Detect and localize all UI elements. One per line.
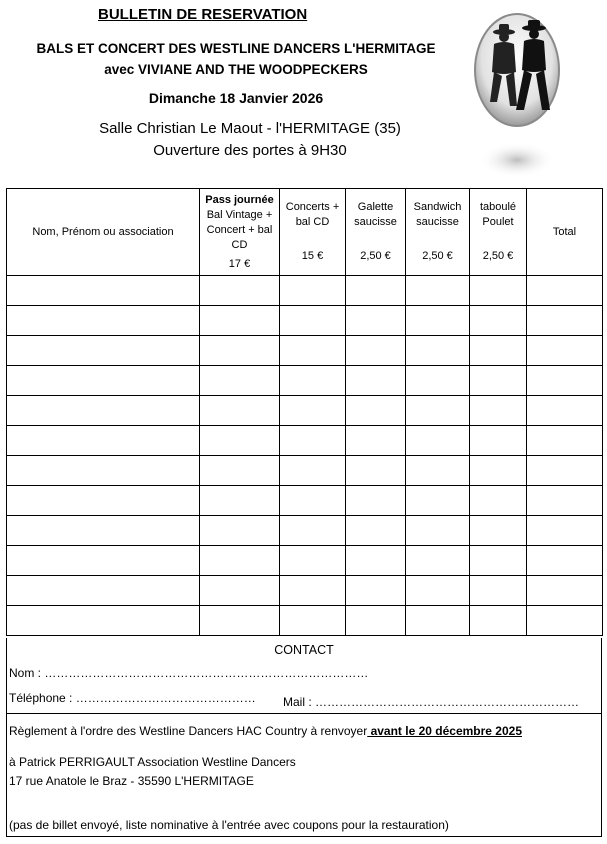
cell-concert[interactable] [280,336,346,366]
cell-pass[interactable] [200,546,280,576]
col-header-taboule [470,189,527,276]
pass-price: 17 € [228,257,251,270]
cell-concert[interactable] [280,366,346,396]
cell-galette[interactable] [346,546,406,576]
cell-name[interactable] [7,426,200,456]
form-title: BULLETIN DE RESERVATION [98,6,308,23]
cell-taboule[interactable] [470,426,527,456]
cell-pass[interactable] [200,576,280,606]
cell-pass[interactable] [200,396,280,426]
cell-galette[interactable] [346,366,406,396]
table-row [7,276,603,306]
cell-taboule[interactable] [470,456,527,486]
table-row [7,426,603,456]
cell-sandwich[interactable] [406,366,470,396]
cell-pass[interactable] [200,366,280,396]
cell-name[interactable] [7,336,200,366]
cell-taboule[interactable] [470,576,527,606]
cell-name[interactable] [7,546,200,576]
cell-sandwich[interactable] [406,396,470,426]
cell-sandwich[interactable] [406,546,470,576]
cell-taboule[interactable] [470,516,527,546]
cell-name[interactable] [7,486,200,516]
event-title: BALS ET CONCERT DES WESTLINE DANCERS L'HERMITAGE [36,41,436,56]
col-header-galette [346,189,406,276]
table-row [7,606,603,636]
cell-name[interactable] [7,276,200,306]
cell-pass[interactable] [200,606,280,636]
cell-galette[interactable] [346,426,406,456]
ticket-note: (pas de billet envoyé, liste nominative à l'entrée avec coupons pour la restauration) [9,818,449,832]
col-header-total: Total [527,189,603,276]
cell-sandwich[interactable] [406,276,470,306]
sandwich-price: 2,50 € [422,250,453,262]
address-line-1: à Patrick PERRIGAULT Association Westline Dancers [9,755,296,769]
cell-taboule[interactable] [470,306,527,336]
cell-concert[interactable] [280,516,346,546]
contact-section [6,638,602,837]
sandwich-label: Sandwich saucisse [413,201,462,228]
event-artist: avec VIVIANE AND THE WOODPECKERS [104,62,368,77]
payment-instructions [9,724,522,738]
cell-pass[interactable] [200,336,280,366]
cell-name[interactable] [7,516,200,546]
contact-title: CONTACT [274,643,334,657]
concert-price: 15 € [301,250,324,262]
cell-total[interactable] [527,426,603,456]
cell-name[interactable] [7,396,200,426]
cell-concert[interactable] [280,276,346,306]
cell-taboule[interactable] [470,486,527,516]
name-field[interactable]: Nom : ……………………………………………………………………… [9,666,369,680]
cell-name[interactable] [7,306,200,336]
table-body [7,276,603,636]
email-field[interactable]: Mail : ………………………………………………………… [283,695,580,709]
cell-taboule[interactable] [470,276,527,306]
cell-sandwich[interactable] [406,486,470,516]
cell-name[interactable] [7,456,200,486]
cell-galette[interactable] [346,306,406,336]
col-header-name: Nom, Prénom ou association [7,189,200,276]
cell-total[interactable] [527,606,603,636]
event-doors: Ouverture des portes à 9H30 [153,142,347,159]
pass-label: Bal Vintage + Concert + bal CD [206,208,273,251]
table-header-row [7,189,603,276]
table-row [7,366,603,396]
cell-name[interactable] [7,576,200,606]
cell-total[interactable] [527,576,603,606]
cell-concert[interactable] [280,306,346,336]
table-row [7,306,603,336]
cell-galette[interactable] [346,606,406,636]
cell-sandwich[interactable] [406,606,470,636]
cell-total[interactable] [527,366,603,396]
table-row [7,456,603,486]
cell-taboule[interactable] [470,606,527,636]
cell-galette[interactable] [346,336,406,366]
cell-taboule[interactable] [470,336,527,366]
galette-price: 2,50 € [360,250,391,262]
cell-galette[interactable] [346,276,406,306]
cell-concert[interactable] [280,546,346,576]
col-header-concert [280,189,346,276]
cell-sandwich[interactable] [406,426,470,456]
cell-concert[interactable] [280,396,346,426]
cell-total[interactable] [527,306,603,336]
cell-total[interactable] [527,276,603,306]
reservation-table [6,188,603,636]
cell-pass[interactable] [200,486,280,516]
galette-label: Galette saucisse [354,201,397,228]
cell-total[interactable] [527,546,603,576]
cell-total[interactable] [527,486,603,516]
cell-pass[interactable] [200,516,280,546]
phone-field[interactable]: Téléphone : ……………………………………… [9,691,256,705]
cell-taboule[interactable] [470,396,527,426]
table-row [7,576,603,606]
pass-label-bold: Pass journée [205,193,274,206]
cell-total[interactable] [527,396,603,426]
cell-galette[interactable] [346,456,406,486]
table-row [7,486,603,516]
col-header-sandwich [406,189,470,276]
payment-text: Règlement à l'ordre des Westline Dancers HAC Country à renvoyer [9,724,368,738]
cell-sandwich[interactable] [406,336,470,366]
taboule-price: 2,50 € [482,250,514,262]
event-date: Dimanche 18 Janvier 2026 [148,90,324,106]
cell-galette[interactable] [346,396,406,426]
cell-sandwich[interactable] [406,516,470,546]
cell-total[interactable] [527,336,603,366]
payment-deadline: avant le 20 décembre 2025 [367,724,522,738]
event-venue: Salle Christian Le Maout - l'HERMITAGE (35) [99,120,401,137]
cell-concert[interactable] [280,456,346,486]
cell-pass[interactable] [200,276,280,306]
address-line-2: 17 rue Anatole le Braz - 35590 L'HERMITAGE [9,774,254,788]
cell-taboule[interactable] [470,366,527,396]
cell-pass[interactable] [200,426,280,456]
col-header-pass [200,189,280,276]
cell-sandwich[interactable] [406,306,470,336]
cell-galette[interactable] [346,486,406,516]
divider [7,713,601,714]
cell-concert[interactable] [280,486,346,516]
table-row [7,516,603,546]
concert-label: Concerts + bal CD [285,201,340,228]
cell-sandwich[interactable] [406,576,470,606]
cell-pass[interactable] [200,306,280,336]
cell-name[interactable] [7,606,200,636]
table-row [7,336,603,366]
cell-sandwich[interactable] [406,456,470,486]
table-row [7,546,603,576]
dancers-logo-image [472,10,562,186]
cell-total[interactable] [527,516,603,546]
cell-concert[interactable] [280,606,346,636]
table-row [7,396,603,426]
cell-concert[interactable] [280,426,346,456]
cell-galette[interactable] [346,516,406,546]
cell-pass[interactable] [200,456,280,486]
cell-total[interactable] [527,456,603,486]
cell-name[interactable] [7,366,200,396]
taboule-label: taboulé Poulet [479,201,517,228]
cell-taboule[interactable] [470,546,527,576]
cell-galette[interactable] [346,576,406,606]
cell-concert[interactable] [280,576,346,606]
